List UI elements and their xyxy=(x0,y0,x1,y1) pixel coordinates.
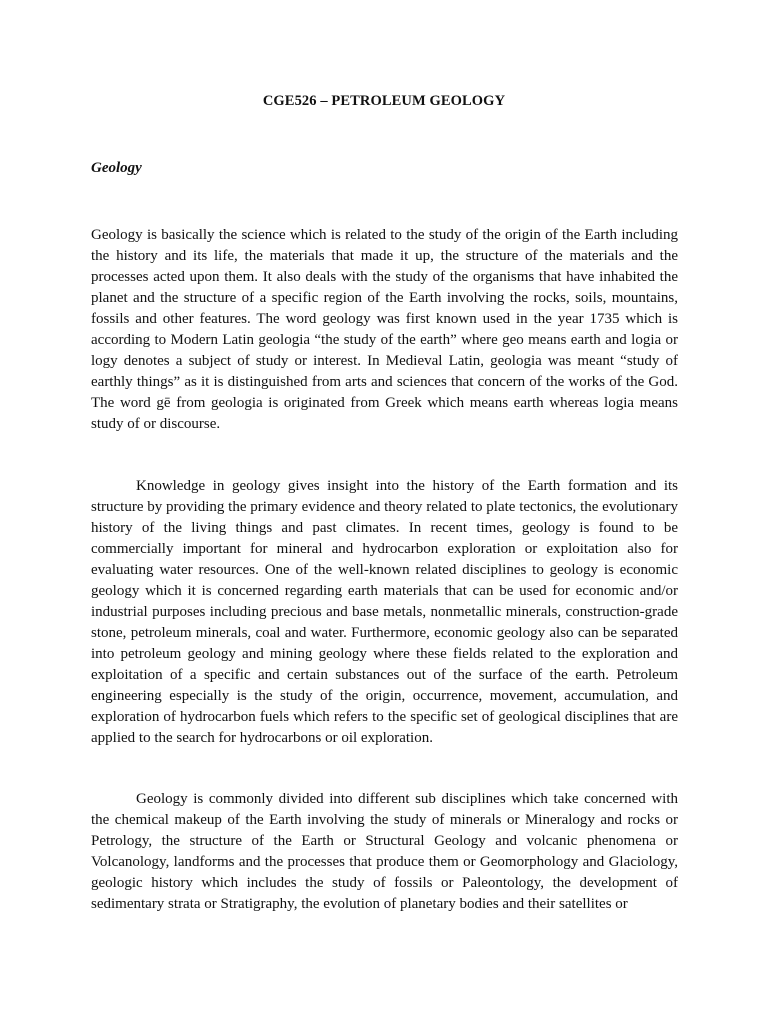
paragraph-1-text: Geology is basically the science which is related to the study of the origin of the Earth including the history and its life, the materials that made it up, the structure of the materials and the processes acted upon them. It also deals with the study of the organisms that have inhabited the planet and the structure of a specific region of the Earth involving the rocks, soils, mountains, fossils and other features. The word geology was first known used in the year 1735 which is according to Modern Latin geologia “the study of the earth” where geo means earth and logia or logy denotes a subject of study or interest. In Medieval Latin, geologia was meant “study of earthly things” as it is distinguished from arts and sciences that concern of the works of the God. The word gē from geologia is originated from Greek which means earth whereas logia means study of or discourse. xyxy=(91,227,678,432)
paragraph-3-text: Geology is commonly divided into different sub disciplines which take concerned with the chemical makeup of the Earth involving the study of minerals or Mineralogy and rocks or Petrology, the structure of the Earth or Structural Geology and volcanic phenomena or Volcanology, landforms and the processes that produce them or Geomorphology and Glaciology, geologic history which includes the study of fossils or Paleontology, the development of sedimentary strata or Stratigraphy, the evolution of planetary bodies and their satellites or xyxy=(91,791,678,912)
paragraph-2 xyxy=(91,476,678,749)
paragraph-2-text: Knowledge in geology gives insight into the history of the Earth formation and its structure by providing the primary evidence and theory related to plate tectonics, the evolutionary history of the living things and past climates. In recent times, geology is found to be commercially important for mineral and hydrocarbon exploration or exploitation also for evaluating water resources. One of the well-known related disciplines to geology is economic geology which it is concerned regarding earth materials that can be used for economic and/or industrial purposes including precious and base metals, nonmetallic minerals, construction-grade stone, petroleum minerals, coal and water. Furthermore, economic geology also can be separated into petroleum geology and mining geology where these fields related to the exploration and exploitation of a specific and certain substances out of the surface of the earth. Petroleum engineering especially is the study of the origin, occurrence, movement, accumulation, and exploration of hydrocarbon fuels which refers to the specific set of geological disciplines that are applied to the search for hydrocarbons or oil exploration. xyxy=(91,478,678,746)
document-title: CGE526 – PETROLEUM GEOLOGY xyxy=(262,93,506,109)
section-heading: Geology xyxy=(91,160,142,176)
paragraph-1 xyxy=(91,225,678,435)
paragraph-3 xyxy=(91,789,678,915)
